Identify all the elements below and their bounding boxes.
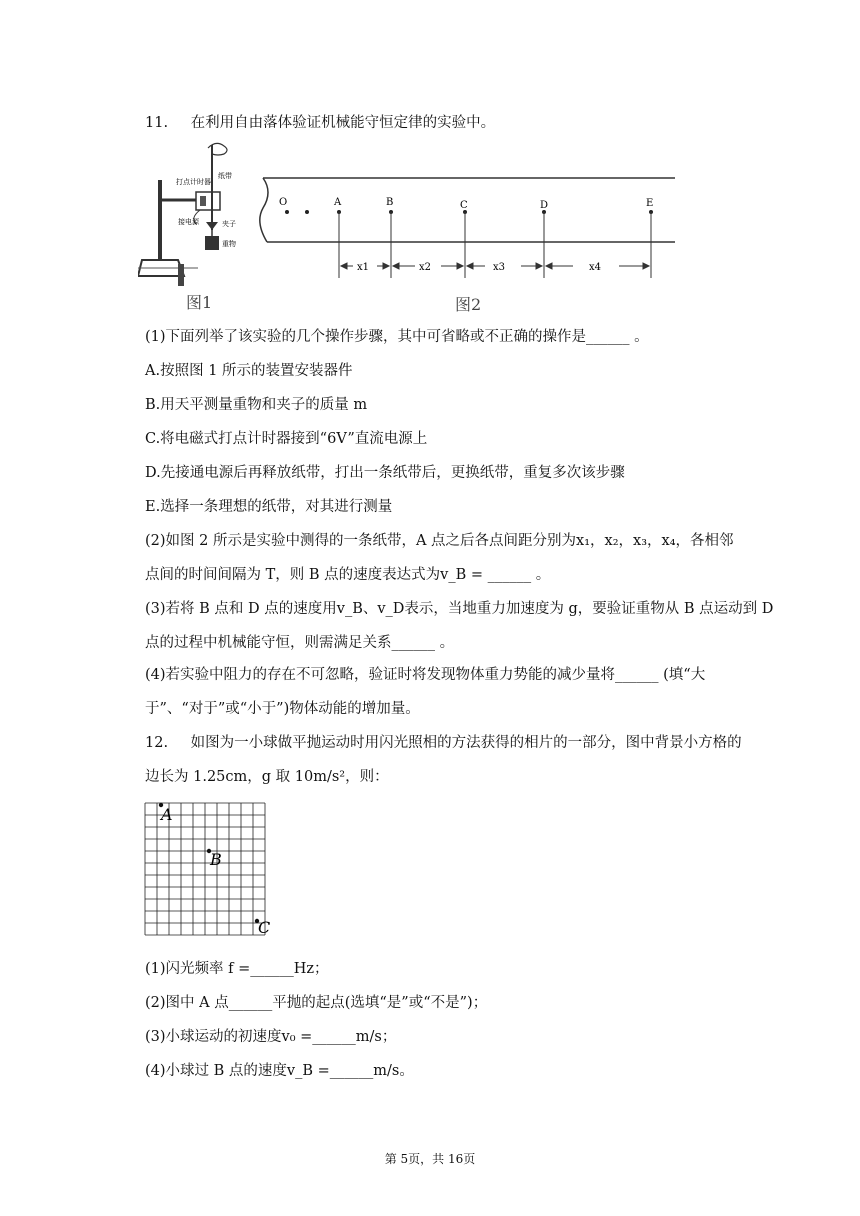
q12-number: 12. xyxy=(145,735,169,751)
q11-option-d: D.先接通电源后再释放纸带，打出一条纸带后，更换纸带，重复多次该步骤 xyxy=(145,465,625,481)
q11-option-a: A.按照图 1 所示的装置安装器件 xyxy=(145,363,353,379)
q12-header xyxy=(145,732,742,754)
fig1-label-power: 接电源 xyxy=(178,218,199,226)
fig1-caption: 图1 xyxy=(186,293,213,312)
q11-part-4-line1: (4)若实验中阻力的存在不可忽略，验证时将发现物体重力势能的减少量将______ (填“大 xyxy=(145,667,706,683)
q12-stem-line2: 边长为 1.25cm，g 取 10m/s²，则： xyxy=(145,769,389,785)
fig2-caption: 图2 xyxy=(455,295,482,314)
q11-part-3-line1: (3)若将 B 点和 D 点的速度用v_B、v_D表示，当地重力加速度为 g，要验证重物从 B 点运动到 D xyxy=(145,601,774,617)
fig1-label-timer: 打点计时器 xyxy=(176,178,211,186)
q11-option-b: B.用天平测量重物和夹子的质量 m xyxy=(145,397,368,413)
q11-stem: 在利用自由落体验证机械能守恒定律的实验中。 xyxy=(190,115,496,131)
fig1-label-tape: 纸带 xyxy=(218,172,232,180)
fig1-label-clip: 夹子 xyxy=(222,220,236,228)
fig2-segment-x4: x4 xyxy=(589,262,602,273)
q12-grid-figure xyxy=(144,802,294,940)
q11-header xyxy=(145,112,495,134)
figure-2-tape xyxy=(255,170,680,318)
fig2-segment-x3: x3 xyxy=(493,262,506,273)
page-footer: 第 5页，共 16页 xyxy=(384,1152,476,1166)
q11-number: 11. xyxy=(145,115,169,131)
fig2-segment-x1: x1 xyxy=(357,262,370,273)
fig1-label-weight: 重物 xyxy=(222,240,236,248)
fig2-point-O: O xyxy=(279,197,288,208)
fig2-point-D: D xyxy=(540,200,549,211)
q12-part-1: (1)闪光频率 f =______Hz； xyxy=(145,961,329,977)
q11-part-4-line2: 于”、“对于”或“小于”)物体动能的增加量。 xyxy=(145,701,420,717)
q11-part-2-line2: 点间的时间间隔为 T，则 B 点的速度表达式为v_B = ______ 。 xyxy=(145,567,551,583)
q12-part-3: (3)小球运动的初速度v₀ =______m/s； xyxy=(145,1029,397,1045)
grid-label-B: B xyxy=(210,850,222,869)
grid-label-C: C xyxy=(258,918,271,937)
q11-part-1: (1)下面列举了该实验的几个操作步骤，其中可省略或不正确的操作是______ 。 xyxy=(145,329,649,345)
q11-option-e: E.选择一条理想的纸带，对其进行测量 xyxy=(145,499,393,515)
fig2-point-E: E xyxy=(646,198,654,209)
q12-stem-line1: 如图为一小球做平抛运动时用闪光照相的方法获得的相片的一部分，图中背景小方格的 xyxy=(190,735,742,751)
q11-option-c: C.将电磁式打点计时器接到“6V”直流电源上 xyxy=(145,431,428,447)
q12-part-2: (2)图中 A 点______平抛的起点(选填“是”或“不是”)； xyxy=(145,995,488,1011)
figure-1-apparatus xyxy=(138,140,250,316)
fig2-point-B: B xyxy=(386,197,394,208)
fig2-point-C: C xyxy=(460,200,468,211)
grid-label-A: A xyxy=(161,805,173,824)
q11-part-3-line2: 点的过程中机械能守恒，则需满足关系______ 。 xyxy=(145,635,455,651)
fig2-point-A: A xyxy=(334,197,342,208)
q11-part-2-line1: (2)如图 2 所示是实验中测得的一条纸带，A 点之后各点间距分别为x₁，x₂，x₃，x₄，各相邻 xyxy=(145,533,734,549)
fig2-segment-x2: x2 xyxy=(419,262,432,273)
q12-part-4: (4)小球过 B 点的速度v_B =______m/s。 xyxy=(145,1063,414,1079)
